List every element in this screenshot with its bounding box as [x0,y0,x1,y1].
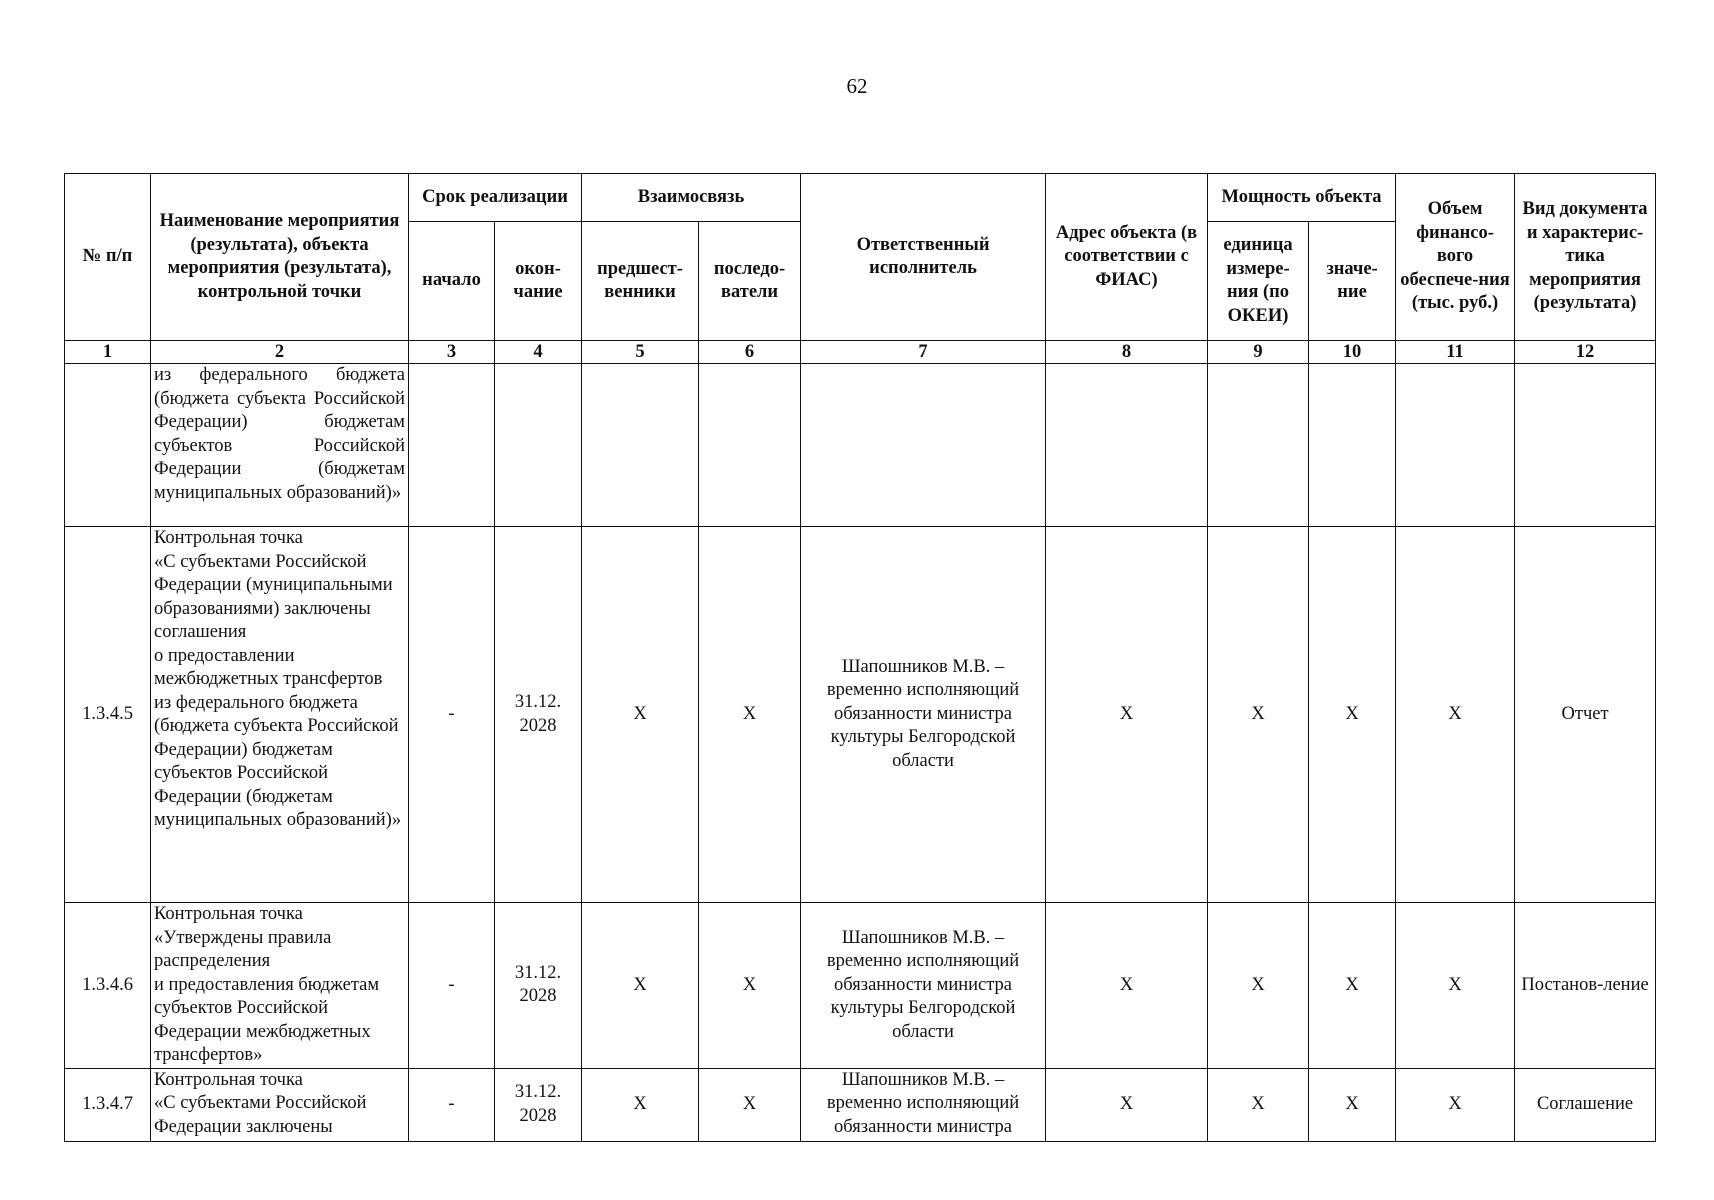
row-finance [1396,364,1515,527]
header-start: начало [409,222,495,341]
header-link-group: Взаимосвязь [582,174,801,222]
row-unit [1208,364,1309,527]
row-unit: Х [1208,903,1309,1069]
row-doc: Постанов-ление [1515,903,1656,1069]
row-doc: Соглашение [1515,1068,1656,1141]
table-row [65,1068,1656,1141]
header-unit: единица измере-ния (по ОКЕИ) [1208,222,1309,341]
row-unit: Х [1208,1068,1309,1141]
row-value [1309,364,1396,527]
row-predecessors: Х [582,1068,699,1141]
plan-table [64,173,1656,1142]
column-number: 12 [1515,341,1656,364]
row-address: Х [1046,1068,1208,1141]
row-predecessors: Х [582,903,699,1069]
table-row [65,364,1656,527]
row-successors: Х [699,903,801,1069]
row-finance: Х [1396,527,1515,903]
row-value: Х [1309,903,1396,1069]
row-num [65,364,151,527]
header-finance: Объем финансо-вого обеспече-ния (тыс. руб.) [1396,174,1515,341]
row-responsible [801,364,1046,527]
column-number: 10 [1309,341,1396,364]
row-address: Х [1046,527,1208,903]
row-name: из федерального бюджета (бюджета субъекта Российской Федерации) бюджетам субъектов Российской Федерации (бюджетам муниципальных образований)» [151,364,409,527]
header-doc: Вид документа и характерис-тика мероприятия (результата) [1515,174,1656,341]
row-value: Х [1309,1068,1396,1141]
row-successors: Х [699,1068,801,1141]
row-end: 31.12. 2028 [495,527,582,903]
column-number: 2 [151,341,409,364]
row-predecessors: Х [582,527,699,903]
header-address: Адрес объекта (в соответствии с ФИАС) [1046,174,1208,341]
header-term-group: Срок реализации [409,174,582,222]
row-num: 1.3.4.7 [65,1068,151,1141]
row-start: - [409,527,495,903]
row-successors: Х [699,527,801,903]
column-number: 11 [1396,341,1515,364]
row-start [409,364,495,527]
header-value: значе-ние [1309,222,1396,341]
row-responsible: Шапошников М.В. – временно исполняющий обязанности министра культуры Белгородской области [801,527,1046,903]
row-name-text: Контрольная точка «С субъектами Российской Федерации (муниципальными образованиями) заключены соглашения о предоставлении межбюджетных трансфертов из федерального бюджета (бюджета субъекта Российской Федерации) бюджетам субъектов Российской Федерации (бюджетам муниципальных образований)» [154,528,402,830]
table-row [65,527,1656,903]
header-responsible: Ответственный исполнитель [801,174,1046,341]
column-number: 7 [801,341,1046,364]
header-capacity-group: Мощность объекта [1208,174,1396,222]
header-num: № п/п [65,174,151,341]
row-name [151,1068,409,1141]
row-address [1046,364,1208,527]
row-name-text: Контрольная точка «Утверждены правила распределения и предоставления бюджетам субъектов Российской Федерации межбюджетных трансфертов» [154,904,380,1065]
row-finance: Х [1396,903,1515,1069]
column-number: 6 [699,341,801,364]
header-name: Наименование мероприятия (результата), объекта мероприятия (результата), контрольной точки [151,174,409,341]
row-doc: Отчет [1515,527,1656,903]
table-row [65,903,1656,1069]
column-number: 5 [582,341,699,364]
row-start: - [409,1068,495,1141]
row-name-text: Контрольная точка «С субъектами Российской Федерации заключены [154,1069,367,1137]
row-unit: Х [1208,527,1309,903]
row-predecessors [582,364,699,527]
row-responsible: Шапошников М.В. – временно исполняющий обязанности министра [801,1068,1046,1141]
row-finance: Х [1396,1068,1515,1141]
header-predecessors: предшест-венники [582,222,699,341]
row-end [495,364,582,527]
row-doc [1515,364,1656,527]
column-number: 3 [409,341,495,364]
header-end: окон-чание [495,222,582,341]
column-number: 1 [65,341,151,364]
row-name [151,903,409,1069]
row-successors [699,364,801,527]
column-number: 4 [495,341,582,364]
row-address: Х [1046,903,1208,1069]
row-num: 1.3.4.5 [65,527,151,903]
row-start: - [409,903,495,1069]
row-num: 1.3.4.6 [65,903,151,1069]
row-end: 31.12. 2028 [495,1068,582,1141]
column-number: 9 [1208,341,1309,364]
row-responsible: Шапошников М.В. – временно исполняющий обязанности министра культуры Белгородской области [801,903,1046,1069]
row-end: 31.12. 2028 [495,903,582,1069]
page-number: 62 [846,74,868,98]
row-name [151,527,409,903]
header-successors: последо-ватели [699,222,801,341]
row-value: Х [1309,527,1396,903]
column-number: 8 [1046,341,1208,364]
